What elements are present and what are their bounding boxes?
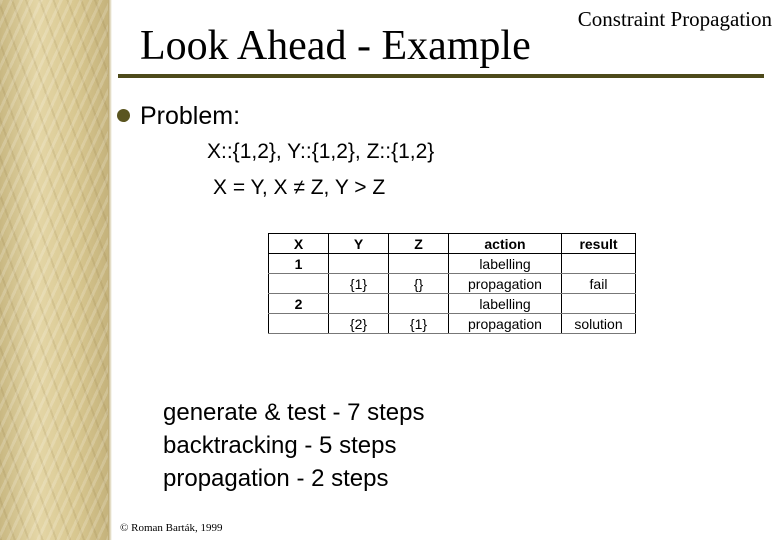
cell-x: 2 — [269, 294, 329, 314]
header-action: action — [449, 234, 562, 254]
sidebar-edge — [108, 0, 112, 540]
decorative-marble-sidebar — [0, 0, 108, 540]
cell-action: labelling — [449, 254, 562, 274]
cell-action: propagation — [449, 274, 562, 294]
table-row — [269, 294, 636, 314]
problem-heading: Problem: — [140, 102, 241, 130]
problem-domains: X::{1,2}, Y::{1,2}, Z::{1,2} — [207, 140, 435, 163]
slide-subtitle: Constraint Propagation — [577, 7, 772, 31]
cell-z: {1} — [389, 314, 449, 334]
header-x: X — [269, 234, 329, 254]
cell-y — [329, 254, 389, 274]
cell-action: propagation — [449, 314, 562, 334]
copyright-footer: © Roman Barták, 1999 — [120, 522, 223, 534]
table-row — [269, 274, 636, 294]
summary-line: generate & test - 7 steps — [163, 399, 425, 426]
cell-y: {2} — [329, 314, 389, 334]
cell-z — [389, 294, 449, 314]
summary-line: backtracking - 5 steps — [163, 432, 397, 459]
cell-y: {1} — [329, 274, 389, 294]
header-result: result — [562, 234, 636, 254]
header-y: Y — [329, 234, 389, 254]
slide-title: Look Ahead - Example — [140, 23, 531, 69]
cell-result — [562, 254, 636, 274]
summary-list — [163, 396, 424, 495]
table-row — [269, 314, 636, 334]
bullet-icon — [117, 109, 130, 122]
cell-result: solution — [562, 314, 636, 334]
propagation-table — [268, 233, 636, 334]
cell-action: labelling — [449, 294, 562, 314]
cell-result — [562, 294, 636, 314]
table-header-row — [269, 234, 636, 254]
cell-z: {} — [389, 274, 449, 294]
cell-result: fail — [562, 274, 636, 294]
cell-x — [269, 274, 329, 294]
cell-x — [269, 314, 329, 334]
table-row — [269, 254, 636, 274]
header-z: Z — [389, 234, 449, 254]
title-underline — [118, 74, 764, 78]
summary-line: propagation - 2 steps — [163, 465, 389, 492]
problem-constraints: X = Y, X ≠ Z, Y > Z — [213, 176, 386, 199]
cell-y — [329, 294, 389, 314]
cell-z — [389, 254, 449, 274]
cell-x: 1 — [269, 254, 329, 274]
